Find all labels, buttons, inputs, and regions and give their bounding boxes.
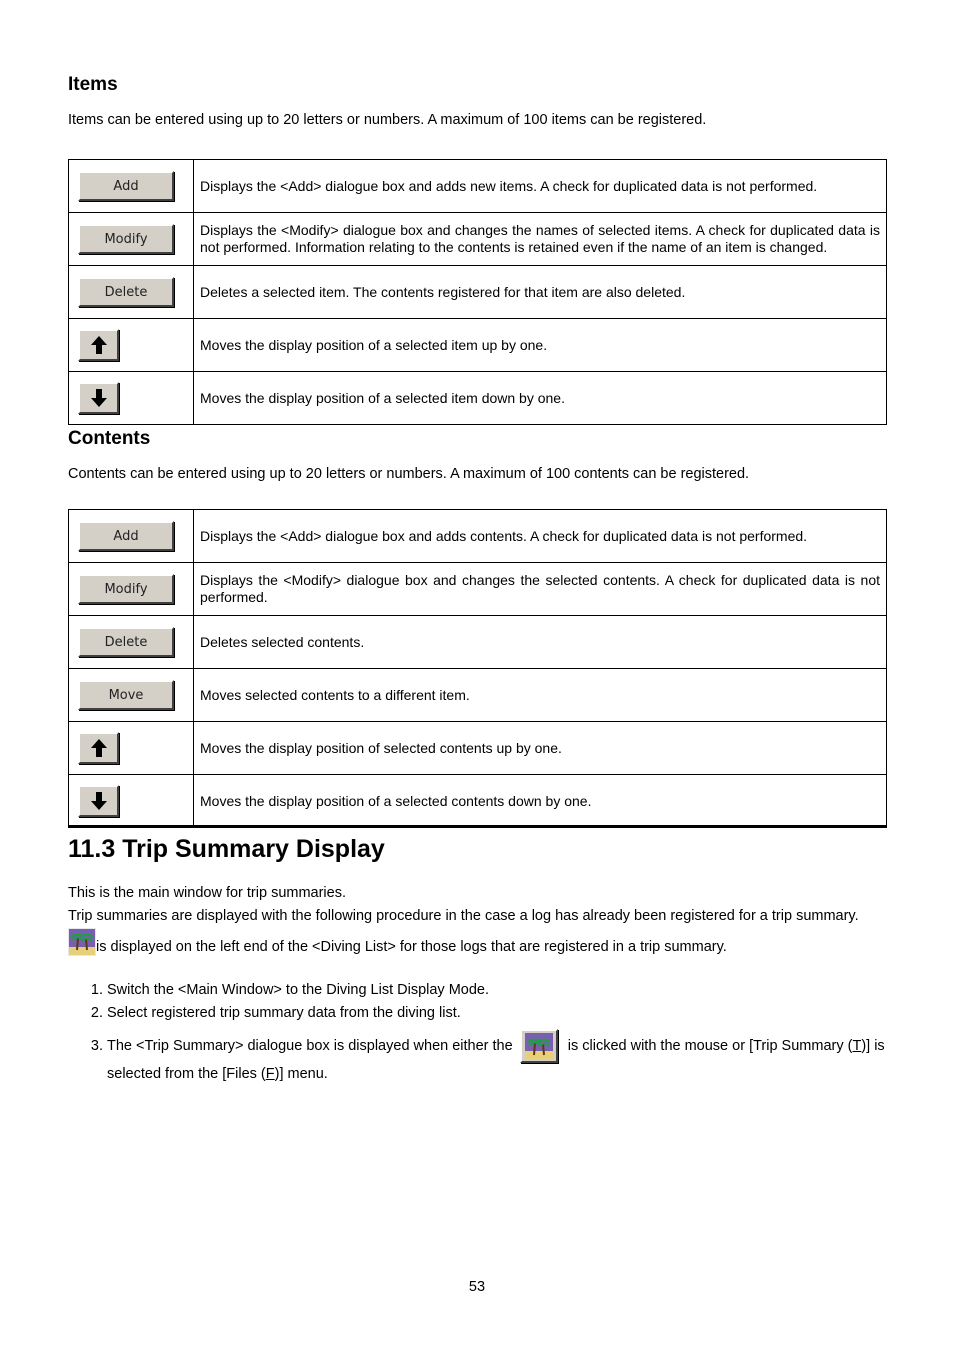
row-description: Moves the display position of a selected item up by one. [194,319,887,372]
down-arrow-icon [90,791,108,811]
move-down-button[interactable] [78,785,119,817]
add-button[interactable]: Add [78,521,174,551]
items-heading: Items [68,74,118,95]
move-down-button[interactable] [78,382,119,414]
table-row [69,616,887,669]
procedure-steps [68,979,887,1086]
section-para-2: Trip summaries are displayed with the following procedure in the case a log has already been registered for a trip summary. [68,908,859,924]
step-2: 2. Select registered trip summary data from the diving list. [107,1002,887,1025]
section-para-1: This is the main window for trip summaries. [68,885,346,901]
table-row [69,213,887,266]
contents-table [68,509,887,828]
table-row [69,563,887,616]
items-table [68,159,887,425]
step-1: 1. Switch the <Main Window> to the Diving List Display Mode. [107,979,887,1002]
down-arrow-icon [90,388,108,408]
step-3: 3. The <Trip Summary> dialogue box is displayed when either the is clicked with the mouse or [Trip Summary (T)] is selected from the [Files (F)] menu. [107,1029,887,1086]
contents-heading: Contents [68,428,151,449]
add-button[interactable]: Add [78,171,174,201]
trip-summary-icon [525,1033,553,1059]
row-description: Deletes a selected item. The contents registered for that item are also deleted. [194,266,887,319]
section-title: 11.3 Trip Summary Display [68,835,385,863]
up-arrow-icon [90,335,108,355]
items-intro: Items can be entered using up to 20 letters or numbers. A maximum of 100 items can be registered. [68,112,707,128]
modify-button[interactable]: Modify [78,224,174,254]
table-row [69,510,887,563]
row-description: Moves the display position of a selected contents down by one. [194,775,887,828]
row-description: Displays the <Add> dialogue box and adds contents. A check for duplicated data is not performed. [194,510,887,563]
table-row [69,669,887,722]
delete-button[interactable]: Delete [78,627,174,657]
table-row [69,266,887,319]
trip-summary-button[interactable] [520,1029,558,1063]
row-description: Moves the display position of selected contents up by one. [194,722,887,775]
table-row [69,160,887,213]
table-row [69,372,887,425]
row-description: Displays the <Add> dialogue box and adds new items. A check for duplicated data is not performed. [194,160,887,213]
row-description: Moves the display position of a selected item down by one. [194,372,887,425]
move-up-button[interactable] [78,732,119,764]
move-button[interactable]: Move [78,680,174,710]
page-number: 53 [468,1279,486,1295]
row-description: Moves selected contents to a different item. [194,669,887,722]
row-description: Displays the <Modify> dialogue box and changes the names of selected items. A check for duplicated data is not performed. Information relating to the contents is retained even if the name of an item is changed. [194,213,887,266]
section-divider [68,825,887,827]
table-row [69,722,887,775]
up-arrow-icon [90,738,108,758]
move-up-button[interactable] [78,329,119,361]
row-description: Deletes selected contents. [194,616,887,669]
table-row [69,775,887,828]
section-para-3 [68,928,727,956]
modify-button[interactable]: Modify [78,574,174,604]
shortcut-key-f: F [265,1066,275,1082]
trip-summary-icon [68,928,96,956]
row-description: Displays the <Modify> dialogue box and changes the selected contents. A check for duplicated data is not performed. [194,563,887,616]
delete-button[interactable]: Delete [78,277,174,307]
contents-intro: Contents can be entered using up to 20 letters or numbers. A maximum of 100 contents can be registered. [68,466,750,482]
shortcut-key-t: T [852,1037,862,1054]
table-row [69,319,887,372]
section-para-3-text: is displayed on the left end of the <Diving List> for those logs that are registered in a trip summary. [96,939,727,955]
